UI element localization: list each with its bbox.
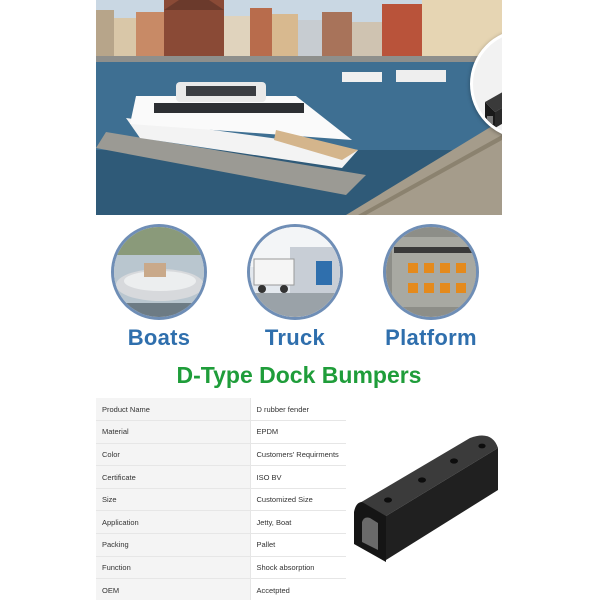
spec-key: Function	[96, 556, 250, 579]
application-label: Truck	[264, 325, 326, 350]
spec-row	[96, 556, 346, 579]
spec-key: Size	[96, 488, 250, 511]
spec-key: Packing	[96, 534, 250, 557]
spec-value: Customized Size	[250, 488, 346, 511]
spec-key: Material	[96, 421, 250, 444]
spec-value: Shock absorption	[250, 556, 346, 579]
application-label: Platform	[385, 325, 477, 350]
application-truck	[240, 224, 350, 351]
product-photo	[352, 432, 502, 572]
spec-value: EPDM	[250, 421, 346, 444]
platform-photo	[383, 224, 479, 320]
spec-value: Accetpted	[250, 579, 346, 600]
truck-photo	[247, 224, 343, 320]
hero-harbour-photo	[96, 0, 502, 215]
spec-row	[96, 534, 346, 557]
spec-key: Application	[96, 511, 250, 534]
spec-key: Color	[96, 443, 250, 466]
spec-key: Product Name	[96, 398, 250, 421]
spec-row	[96, 579, 346, 600]
spec-key: OEM	[96, 579, 250, 600]
product-headline: D-Type Dock Bumpers	[176, 362, 422, 388]
application-label: Boats	[127, 325, 191, 350]
applications-row	[96, 224, 502, 354]
spec-row	[96, 421, 346, 444]
spec-row	[96, 511, 346, 534]
d-fender-icon	[352, 432, 502, 572]
spec-row	[96, 443, 346, 466]
spec-key: Certificate	[96, 466, 250, 489]
spec-row	[96, 466, 346, 489]
spec-table	[96, 398, 346, 600]
boat-photo	[111, 224, 207, 320]
spec-row	[96, 398, 346, 421]
spec-row	[96, 488, 346, 511]
spec-value: D rubber fender	[250, 398, 346, 421]
application-boats	[104, 224, 214, 351]
spec-value: Pallet	[250, 534, 346, 557]
application-platform	[376, 224, 486, 351]
spec-value: Customers' Requirments	[250, 443, 346, 466]
spec-value: Jetty, Boat	[250, 511, 346, 534]
spec-value: ISO BV	[250, 466, 346, 489]
